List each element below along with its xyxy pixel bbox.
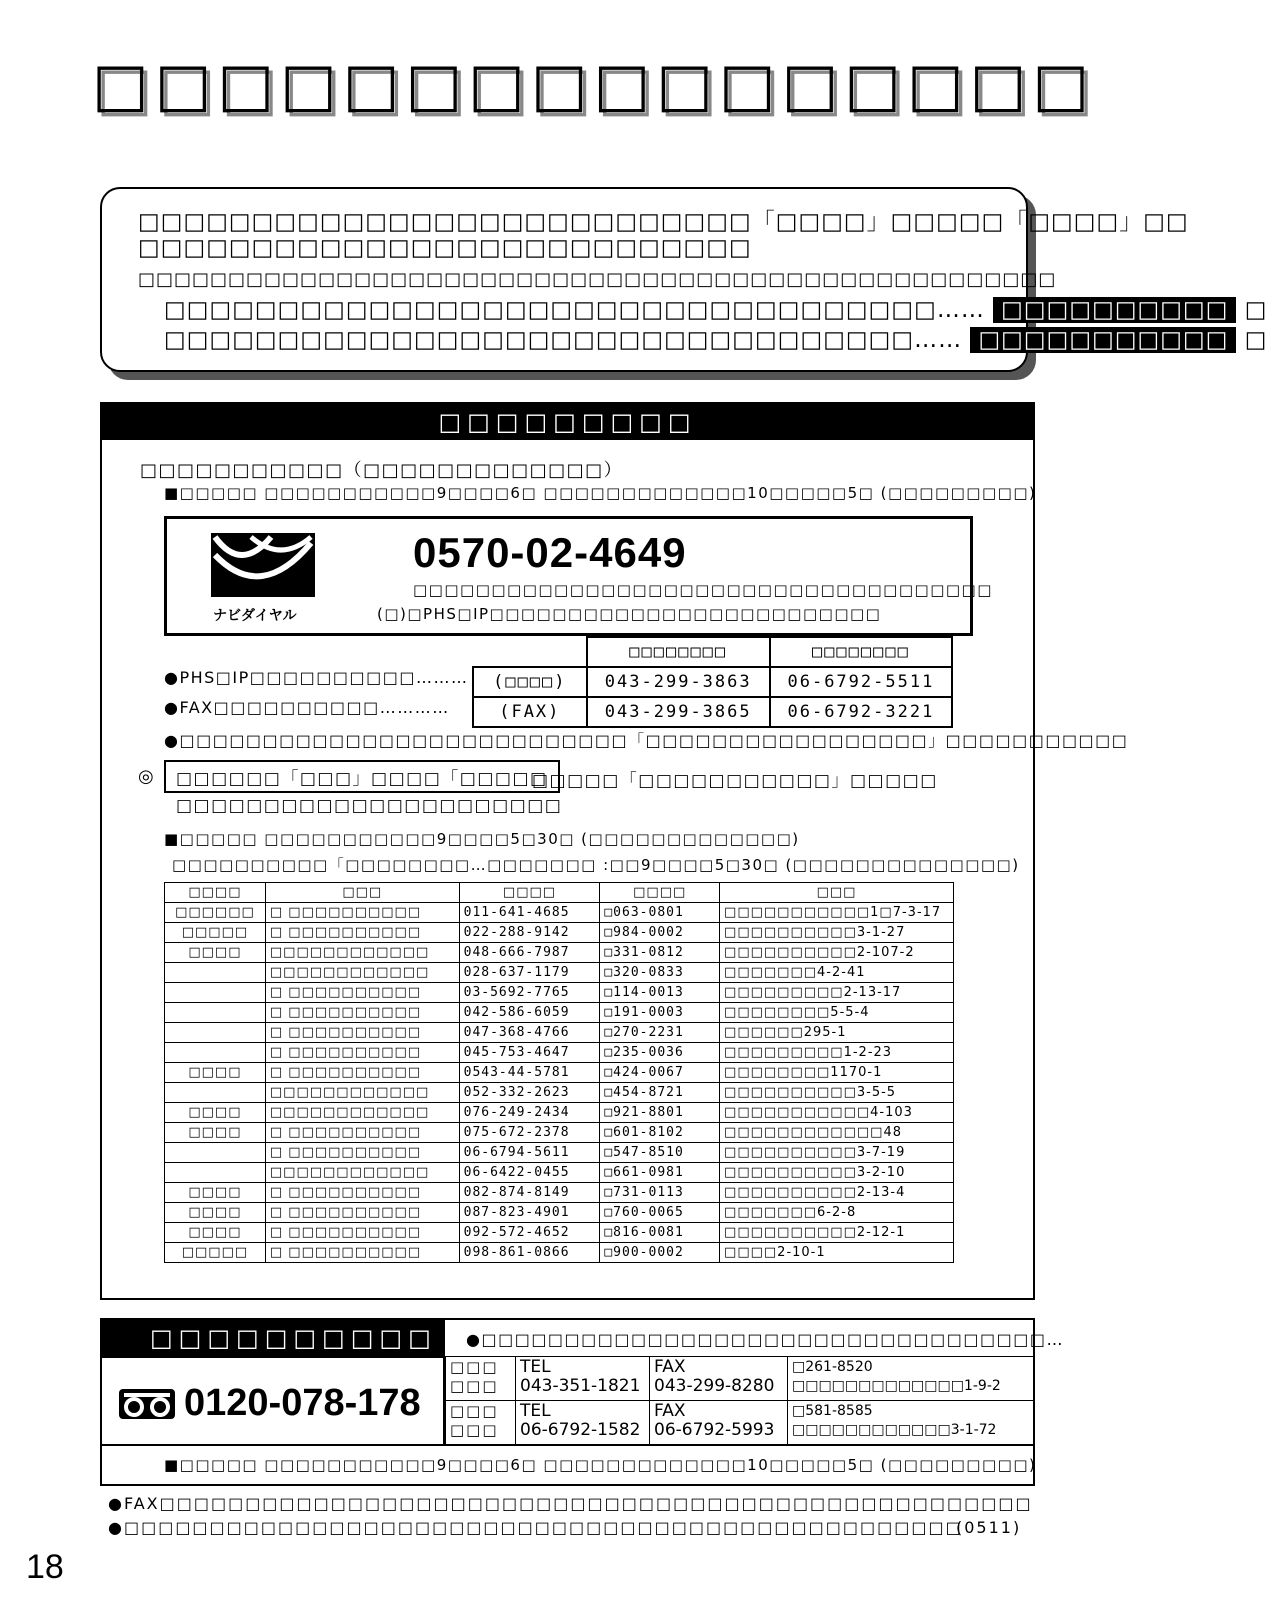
office-address-cell: □□□□□□□□5-5-4 (720, 1003, 954, 1023)
office-address-cell: □□□□□□□6-2-8 (720, 1203, 954, 1223)
table-row (165, 903, 954, 923)
office-tel-cell: 075-672-2378 (459, 1123, 600, 1143)
office-region-cell: □□□□ (165, 1183, 266, 1203)
office-zip-cell: □921-8801 (600, 1103, 720, 1123)
office-name-cell: □ □□□□□□□□□□ (265, 1183, 459, 1203)
footer-note-1: ●FAX□□□□□□□□□□□□□□□□□□□□□□□□□□□□□□□□□□□□□□□□□□□□□□□□□□□ (108, 1494, 1033, 1513)
office-address-cell: □□□□□□□□□□□4-103 (720, 1103, 954, 1123)
office-address-cell: □□□□□□□□1170-1 (720, 1063, 954, 1083)
office-west-street: □□□□□□□□□□□□3-1-72 (792, 1422, 997, 1438)
office-east-fax (650, 1357, 788, 1401)
office-zip-cell: □547-8510 (600, 1143, 720, 1163)
office-name-cell: □ □□□□□□□□□□ (265, 1043, 459, 1063)
intro-bullet-1-highlight: □□□□□□□□□□ (993, 297, 1236, 323)
intro-bullet-2-highlight: □□□□□□□□□□□ (970, 327, 1236, 353)
office-zip-cell: □320-0833 (600, 963, 720, 983)
table-row (165, 1223, 954, 1243)
office-col-region: □□□□ (165, 883, 266, 903)
office-east-fax-label: FAX (654, 1357, 686, 1377)
office-address-cell: □□□□□□□□□□3-7-19 (720, 1143, 954, 1163)
fax-number-east: 043-299-3865 (587, 697, 770, 727)
table-row (165, 1163, 954, 1183)
table-row (165, 983, 954, 1003)
office-region-cell: □□□□ (165, 1223, 266, 1243)
office-name-cell: □ □□□□□□□□□□ (265, 1243, 459, 1263)
consultation-office-table (445, 1356, 1033, 1445)
navi-note-1: □□□□□□□□□□□□□□□□□□□□□□□□□□□□□□□□□□□□□ (413, 581, 993, 599)
office-address-cell: □□□□□□□□□□□□48 (720, 1123, 954, 1143)
phs-label: ●PHS□IP□□□□□□□□□□……… (164, 668, 469, 687)
office-west-tel-number: 06-6792-1582 (520, 1420, 641, 1440)
office-col-address: □□□ (720, 883, 954, 903)
navi-logo-text: ナビダイヤル (213, 608, 297, 624)
office-name-cell: □ □□□□□□□□□□ (265, 1003, 459, 1023)
service-hours-2: □□□□□□□□□□「□□□□□□□□…□□□□□□□ :□□9□□□□5□30□ (□□□□□□□□□□□□□□) (172, 856, 1020, 874)
service-boxed-text: □□□□□□「□□□」□□□□「□□□□□ (164, 760, 560, 793)
office-tel-cell: 06-6794-5611 (459, 1143, 600, 1163)
repair-hours: ■□□□□□ □□□□□□□□□□□9□□□□6□ □□□□□□□□□□□□□10□□□□□5□ (□□□□□□□□□) (164, 484, 1037, 502)
office-west-fax (650, 1401, 788, 1445)
office-west-fax-number: 06-6792-5993 (654, 1420, 775, 1440)
office-region-cell: □□□□□ (165, 1243, 266, 1263)
navi-note-2: (□)□PHS□IP□□□□□□□□□□□□□□□□□□□□□□□□□ (377, 605, 882, 623)
intro-line-3: □□□□□□□□□□□□□□□□□□□□□□□□□□□□□□□□□□□□□□□□□□□□□□□□□□□ (138, 269, 1057, 290)
office-name-cell: □ □□□□□□□□□□ (265, 1023, 459, 1043)
table-row (165, 943, 954, 963)
office-col-zip: □□□□ (600, 883, 720, 903)
office-tel-cell: 048-666-7987 (459, 943, 600, 963)
intro-bullet-2-text: □□□□□□□□□□□□□□□□□□□□□□□□□□□□□□□□□…… (164, 327, 963, 353)
office-region-cell (165, 1043, 266, 1063)
office-tel-cell: 03-5692-7765 (459, 983, 600, 1003)
office-zip-cell: □331-0812 (600, 943, 720, 963)
office-name-cell: □ □□□□□□□□□□ (265, 903, 459, 923)
office-zip-cell: □235-0036 (600, 1043, 720, 1063)
office-zip-cell: □984-0002 (600, 923, 720, 943)
office-col-office: □□□ (265, 883, 459, 903)
office-tel-cell: 076-249-2434 (459, 1103, 600, 1123)
office-zip-cell: □270-2231 (600, 1023, 720, 1043)
table-row (165, 1183, 954, 1203)
office-region-cell: □□□□□□ (165, 903, 266, 923)
office-east-zip: □261-8520 (792, 1359, 873, 1375)
office-west-fax-label: FAX (654, 1401, 686, 1421)
office-address-cell: □□□□□□□□□□3-5-5 (720, 1083, 954, 1103)
office-address-cell: □□□□□□□□□□□1□7-3-17 (720, 903, 954, 923)
office-region-cell (165, 1163, 266, 1183)
office-region-cell (165, 1143, 266, 1163)
office-zip-cell: □601-8102 (600, 1123, 720, 1143)
consultation-hours: ■□□□□□ □□□□□□□□□□□9□□□□6□ □□□□□□□□□□□□□10□□□□□5□ (□□□□□□□□□) (164, 1456, 1037, 1474)
table-row (165, 1083, 954, 1103)
fax-label: ●FAX□□□□□□□□□□………… (164, 698, 450, 717)
office-west-tel (516, 1401, 650, 1445)
office-zip-cell: □191-0003 (600, 1003, 720, 1023)
consultation-section (100, 1318, 1064, 1486)
intro-bullet-1-text: □□□□□□□□□□□□□□□□□□□□□□□□□□□□□□□□□□…… (164, 297, 985, 323)
intro-box (100, 187, 1268, 372)
service-line-1: □□□□□「□□□□□□□□□□□」□□□□□ (532, 771, 938, 791)
footer-note-2: ●□□□□□□□□□□□□□□□□□□□□□□□□□□□□□□□□□□□□□□□□□□□□□□□□□ (108, 1518, 963, 1537)
office-zip-cell: □816-0081 (600, 1223, 720, 1243)
consultation-note: ●□□□□□□□□□□□□□□□□□□□□□□□□□□□□□□□□□□… (466, 1330, 1064, 1349)
office-tel-cell: 047-368-4766 (459, 1023, 600, 1043)
office-name-cell: □□□□□□□□□□□□ (265, 1163, 459, 1183)
phs-kind: (□□□□) (473, 667, 587, 697)
office-region-cell (165, 1083, 266, 1103)
office-east: □□□ □□□ (446, 1357, 516, 1401)
office-name-cell: □ □□□□□□□□□□ (265, 1063, 459, 1083)
table-row (165, 1063, 954, 1083)
table-row (165, 1243, 954, 1263)
office-zip-cell: □731-0113 (600, 1183, 720, 1203)
office-tel-cell: 082-874-8149 (459, 1183, 600, 1203)
office-tel-cell: 045-753-4647 (459, 1043, 600, 1063)
table-row (165, 923, 954, 943)
office-tel-cell: 087-823-4901 (459, 1203, 600, 1223)
office-tel-cell: 011-641-4685 (459, 903, 600, 923)
office-name-cell: □□□□□□□□□□□□ (265, 1103, 459, 1123)
service-line-2: □□□□□□□□□□□□□□□□□□□□□□ (176, 796, 563, 816)
office-name-cell: □□□□□□□□□□□□ (265, 963, 459, 983)
table-row (165, 1143, 954, 1163)
office-tel-cell: 022-288-9142 (459, 923, 600, 943)
footer-code: (0511) (956, 1518, 1022, 1537)
office-region-cell: □□□□ (165, 1103, 266, 1123)
navi-dial-box (164, 516, 993, 636)
office-name-cell: □ □□□□□□□□□□ (265, 1223, 459, 1243)
office-name-cell: □ □□□□□□□□□□ (265, 1203, 459, 1223)
office-name-cell: □□□□□□□□□□□□ (265, 1083, 459, 1103)
office-tel-cell: 06-6422-0455 (459, 1163, 600, 1183)
office-region-cell: □□□□ (165, 943, 266, 963)
table-row (165, 1023, 954, 1043)
office-name-cell: □ □□□□□□□□□□ (265, 923, 459, 943)
table-row (165, 1003, 954, 1023)
table-row (165, 963, 954, 983)
repair-heading: □□□□□□□□□□□（□□□□□□□□□□□□□） (140, 460, 624, 481)
office-region-cell: □□□□□ (165, 923, 266, 943)
office-address-cell: □□□□□□□□□2-13-17 (720, 983, 954, 1003)
office-west-zip: □581-8585 (792, 1403, 873, 1419)
office-east-street: □□□□□□□□□□□□□1-9-2 (792, 1378, 1001, 1394)
service-hours-1: ■□□□□□ □□□□□□□□□□□9□□□□5□30□ (□□□□□□□□□□□□□) (164, 830, 800, 848)
intro-line-2: □□□□□□□□□□□□□□□□□□□□□□□□□□□ (138, 235, 752, 261)
office-tel-cell: 042-586-6059 (459, 1003, 600, 1023)
navi-dial-logo-icon (211, 533, 315, 605)
office-region-cell (165, 1023, 266, 1043)
office-west-tel-label: TEL (520, 1401, 551, 1421)
office-zip-cell: □760-0065 (600, 1203, 720, 1223)
office-zip-cell: □454-8721 (600, 1083, 720, 1103)
phs-number-east: 043-299-3863 (587, 667, 770, 697)
page-title: □□□□□□□□□□□□□□□□ (92, 50, 1096, 120)
office-east-fax-number: 043-299-8280 (654, 1376, 775, 1396)
section-title: □□□□□□□□□ (102, 404, 1033, 440)
office-tel-cell: 052-332-2623 (459, 1083, 600, 1103)
contact-table (472, 636, 953, 728)
office-address-cell: □□□□2-10-1 (720, 1243, 954, 1263)
intro-bullet-1 (164, 297, 1268, 323)
office-address-cell: □□□□□□295-1 (720, 1023, 954, 1043)
freedial-icon (118, 1388, 176, 1420)
office-address-cell: □□□□□□□□□1-2-23 (720, 1043, 954, 1063)
intro-line-1: □□□□□□□□□□□□□□□□□□□□□□□□□□□「□□□□」□□□□□「□□□□」□□ (138, 209, 1189, 235)
office-col-tel: □□□□ (459, 883, 600, 903)
office-tel-cell: 098-861-0866 (459, 1243, 600, 1263)
office-name-cell: □ □□□□□□□□□□ (265, 1143, 459, 1163)
office-east-tel (516, 1357, 650, 1401)
office-address-cell: □□□□□□□□□□2-13-4 (720, 1183, 954, 1203)
office-address-cell: □□□□□□□□□□2-12-1 (720, 1223, 954, 1243)
office-name-cell: □□□□□□□□□□□□ (265, 943, 459, 963)
table-row (165, 1043, 954, 1063)
table-row (165, 1203, 954, 1223)
office-name-cell: □ □□□□□□□□□□ (265, 983, 459, 1003)
phs-number-west: 06-6792-5511 (770, 667, 952, 697)
office-east-tel-number: 043-351-1821 (520, 1376, 641, 1396)
office-west-address (788, 1401, 1034, 1445)
office-address-cell: □□□□□□□□□□3-2-10 (720, 1163, 954, 1183)
table-row (165, 1103, 954, 1123)
contact-col-east: □□□□□□□□ (587, 637, 770, 667)
fax-kind: (FAX) (473, 697, 587, 727)
repair-section (100, 402, 1129, 1300)
fax-number-west: 06-6792-3221 (770, 697, 952, 727)
freedial-number: 0120-078-178 (184, 1382, 421, 1424)
office-tel-cell: 0543-44-5781 (459, 1063, 600, 1083)
consultation-title: □□□□□□□□□□ (102, 1320, 445, 1356)
office-table (164, 882, 954, 1263)
office-region-cell: □□□□ (165, 1063, 266, 1083)
office-region-cell (165, 983, 266, 1003)
office-address-cell: □□□□□□□□□□3-1-27 (720, 923, 954, 943)
navi-dial-number: 0570-02-4649 (413, 529, 687, 576)
office-name-cell: □ □□□□□□□□□□ (265, 1123, 459, 1143)
office-address-cell: □□□□□□□4-2-41 (720, 963, 954, 983)
contact-col-west: □□□□□□□□ (770, 637, 952, 667)
intro-bullet-2 (164, 327, 1268, 353)
intro-bullet-1-end: □ (1244, 297, 1268, 323)
office-east-tel-label: TEL (520, 1357, 551, 1377)
office-zip-cell: □114-0013 (600, 983, 720, 1003)
office-region-cell (165, 963, 266, 983)
office-region-cell (165, 1003, 266, 1023)
freedial-box (102, 1356, 445, 1444)
office-zip-cell: □661-0981 (600, 1163, 720, 1183)
office-region-cell: □□□□ (165, 1203, 266, 1223)
office-region-cell: □□□□ (165, 1123, 266, 1143)
service-mark: ◎ (138, 766, 156, 787)
office-zip-cell: □063-0801 (600, 903, 720, 923)
office-tel-cell: 028-637-1179 (459, 963, 600, 983)
office-west: □□□ □□□ (446, 1401, 516, 1445)
office-east-address (788, 1357, 1034, 1401)
office-zip-cell: □900-0002 (600, 1243, 720, 1263)
repair-note: ●□□□□□□□□□□□□□□□□□□□□□□□□□□□「□□□□□□□□□□□□□□□□□」□□□□□□□□□□□ (164, 731, 1129, 750)
table-row (165, 1123, 954, 1143)
page-number: 18 (26, 1548, 64, 1586)
office-zip-cell: □424-0067 (600, 1063, 720, 1083)
office-address-cell: □□□□□□□□□□2-107-2 (720, 943, 954, 963)
office-tel-cell: 092-572-4652 (459, 1223, 600, 1243)
intro-bullet-2-end: □ (1244, 327, 1268, 353)
